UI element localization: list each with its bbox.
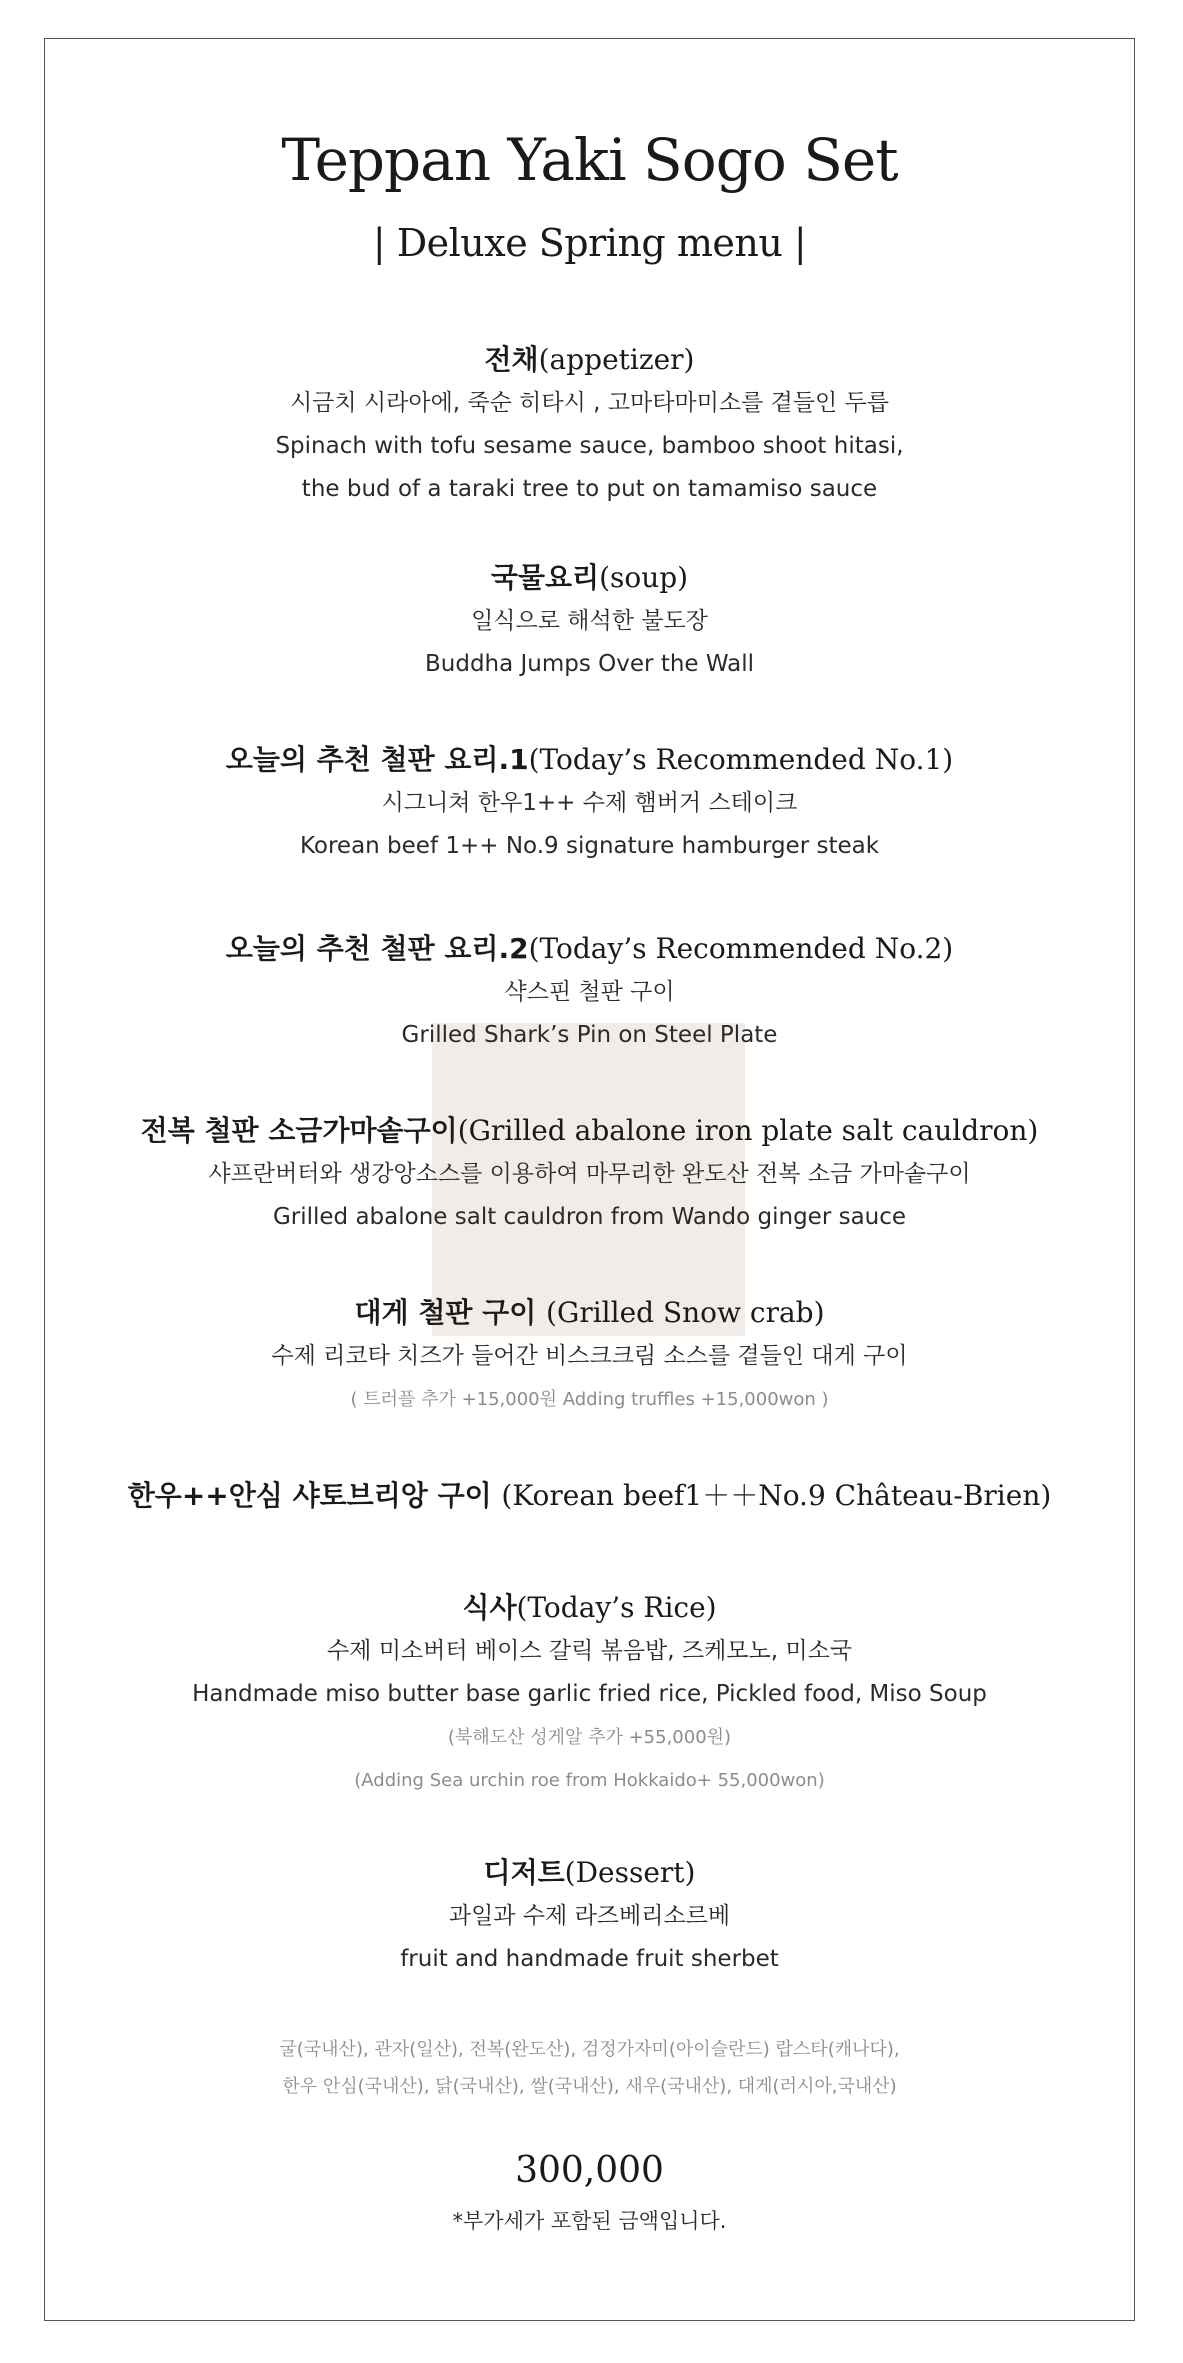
menu-subtitle: | Deluxe Spring menu |: [372, 221, 807, 265]
course-description: 일식으로 해석한 불도장: [471, 608, 708, 634]
course-heading: 식사(Today’s Rice): [462, 1591, 717, 1624]
course-snow-crab: [44, 1291, 1135, 1421]
course-heading: 대게 철판 구이 (Grilled Snow crab): [354, 1296, 825, 1329]
course-note: ( 트러플 추가 +15,000원 Adding truffles +15,000won ): [350, 1389, 829, 1410]
course-description: 수제 리코타 치즈가 들어간 비스크크림 소스를 곁들인 대게 구이: [271, 1343, 908, 1369]
course-description: Spinach with tofu sesame sauce, bamboo shoot hitasi,: [275, 433, 904, 459]
vat-block: [44, 2205, 1135, 2235]
course-description: Grilled abalone salt cauldron from Wando ginger sauce: [272, 1204, 907, 1230]
course-abalone: [44, 1109, 1135, 1239]
course-heading: 국물요리(soup): [490, 561, 689, 594]
course-heading: 디저트(Dessert): [483, 1856, 696, 1889]
course-description: fruit and handmade fruit sherbet: [400, 1946, 779, 1972]
menu-title: Teppan Yaki Sogo Set: [281, 126, 898, 194]
course-note: (북해도산 성게알 추가 +55,000원): [447, 1727, 732, 1748]
course-description: 과일과 수제 라즈베리소르베: [448, 1903, 731, 1929]
course-recommended-2: [44, 927, 1135, 1057]
course-description: Korean beef 1++ No.9 signature hamburger steak: [299, 833, 880, 859]
course-description: 시그니쳐 한우1++ 수제 햄버거 스테이크: [381, 790, 798, 816]
price-block: [44, 2150, 1135, 2191]
course-rice: [44, 1586, 1135, 1802]
course-description: Handmade miso butter base garlic fried rice, Pickled food, Miso Soup: [192, 1681, 987, 1707]
course-description: Grilled Shark’s Pin on Steel Plate: [401, 1022, 778, 1048]
origin-line: 한우 안심(국내산), 닭(국내산), 쌀(국내산), 새우(국내산), 대게(러시아,국내산): [282, 2076, 897, 2097]
course-soup: [44, 556, 1135, 686]
course-heading: 한우++안심 샤토브리앙 구이 (Korean beef1＋＋No.9 Château-Brien): [127, 1479, 1052, 1512]
course-heading: 전복 철판 소금가마솥구이(Grilled abalone iron plate salt cauldron): [140, 1114, 1039, 1147]
course-description: 시금치 시라아에, 죽순 히타시 , 고마타마미소를 곁들인 두릅: [289, 390, 890, 416]
course-heading: 오늘의 추천 철판 요리.1(Today’s Recommended No.1): [225, 743, 954, 776]
course-heading: 전채(appetizer): [484, 343, 695, 376]
price: 300,000: [515, 2150, 664, 2191]
origin-line: 굴(국내산), 관자(일산), 전복(완도산), 검정가자미(아이슬란드) 랍스타(캐나다),: [279, 2039, 900, 2060]
origin-notice: [44, 2031, 1135, 2105]
course-dessert: [44, 1851, 1135, 1981]
course-note: (Adding Sea urchin roe from Hokkaido+ 55,000won): [354, 1770, 825, 1791]
course-recommended-1: [44, 738, 1135, 868]
course-heading: 오늘의 추천 철판 요리.2(Today’s Recommended No.2): [225, 932, 954, 965]
course-description: the bud of a taraki tree to put on tamamiso sauce: [301, 476, 878, 502]
course-appetizer: [44, 338, 1135, 511]
course-chateaubriand: [44, 1474, 1135, 1518]
course-description: 수제 미소버터 베이스 갈릭 볶음밥, 즈케모노, 미소국: [326, 1638, 853, 1664]
course-description: Buddha Jumps Over the Wall: [424, 651, 755, 677]
course-description: 샥스핀 철판 구이: [504, 979, 675, 1005]
vat-note: *부가세가 포함된 금액입니다.: [452, 2209, 727, 2233]
course-description: 샤프란버터와 생강앙소스를 이용하여 마무리한 완도산 전복 소금 가마솥구이: [208, 1161, 971, 1187]
